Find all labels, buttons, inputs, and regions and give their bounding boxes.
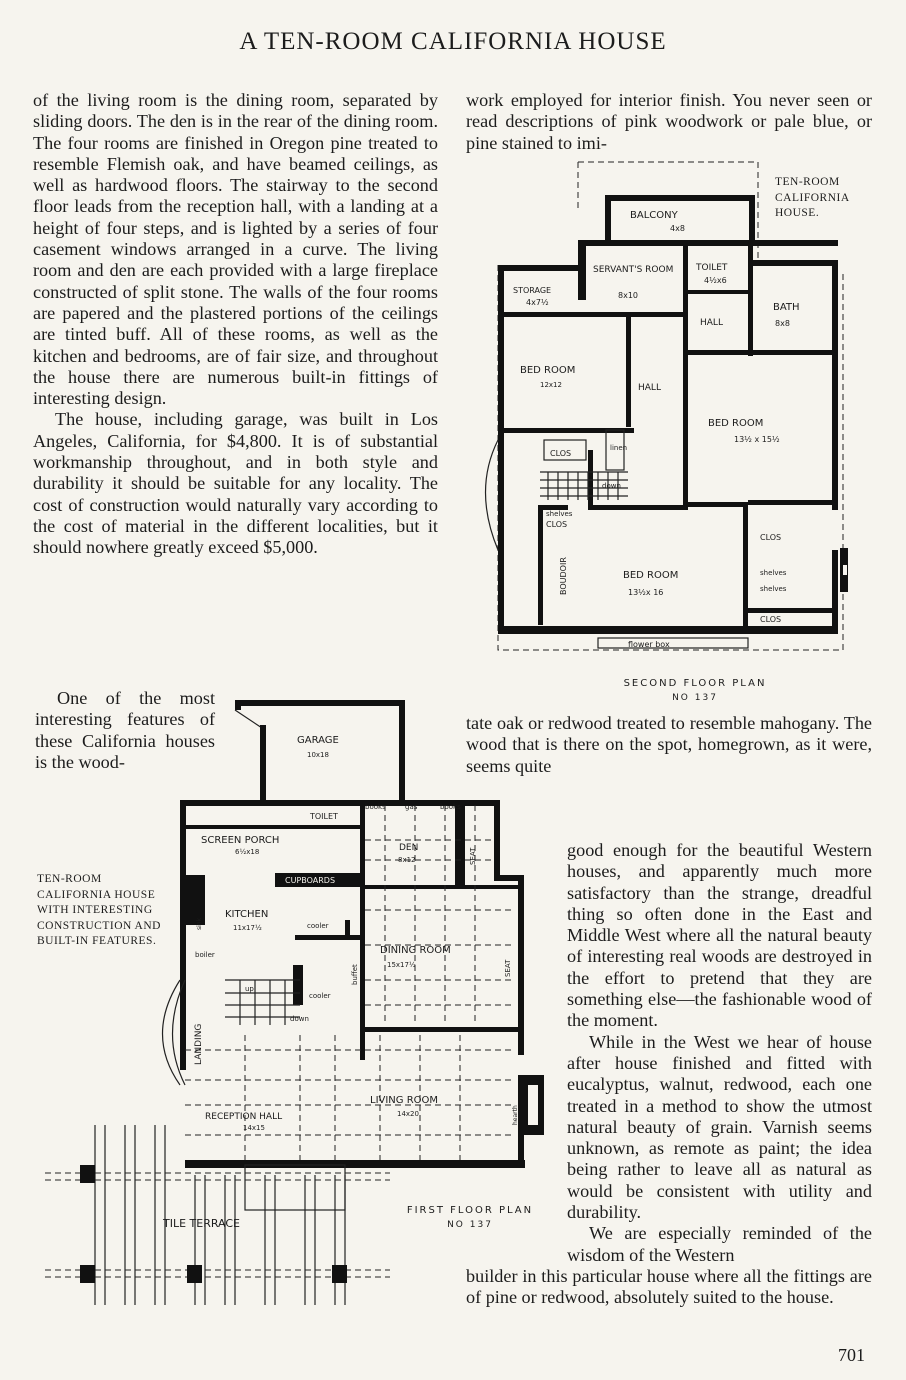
second-floor-plan bbox=[478, 150, 848, 670]
living-room-size: 14x20 bbox=[397, 1110, 419, 1118]
linen-label: linen bbox=[610, 444, 628, 452]
bed-room-2-size: 13½ x 15½ bbox=[734, 435, 780, 444]
bed-room-2-label: BED ROOM bbox=[708, 418, 764, 429]
servants-room-label: SERVANT'S ROOM bbox=[593, 265, 674, 275]
paragraph: While in the West we hear of house after house finished and fitted with eucalyptus, walnut, redwood, each one treated in a method to show the utmost natural beauty of grain. Varnish seems unknown, as remote as paint; the idea being rather to leave all as natural as would be consistent with utility and durability. bbox=[567, 1031, 872, 1223]
den-size: 8x12 bbox=[398, 856, 416, 864]
paragraph: good enough for the beautiful Western houses, and apparently much more satisfactory than the strange, dreadful thing so often done in the East and Middle West where all the natural beauty of interesting real woods are destroyed in the effort to pretend that they are something else—the fashionable wood of the moment. bbox=[567, 840, 872, 1031]
kitchen-size: 11x17½ bbox=[233, 924, 262, 932]
den-label: DEN bbox=[399, 843, 419, 853]
bed-room-3-size: 13½x 16 bbox=[628, 588, 664, 597]
plan-number: NO 137 bbox=[447, 1220, 493, 1230]
clos-1-label: CLOS bbox=[550, 449, 572, 458]
boudoir-label: BOUDOIR bbox=[559, 557, 568, 595]
paragraph-text: tate oak or redwood treated to resemble mahogany. The wood that is there on the spot, homegrown, as it were, seems quite bbox=[466, 713, 872, 776]
down-label: down bbox=[602, 482, 621, 490]
boiler-label: boiler bbox=[195, 951, 215, 959]
books-2-label: books bbox=[440, 803, 461, 811]
reception-hall-size: 14x15 bbox=[243, 1124, 265, 1132]
toilet-label: TOILET bbox=[696, 263, 728, 273]
second-floor-plan-title bbox=[560, 678, 830, 703]
screen-porch-size: 6½x18 bbox=[235, 848, 260, 856]
shelves-1-label: shelves bbox=[546, 510, 573, 518]
flower-box-label: flower box bbox=[628, 640, 670, 649]
left-column-text bbox=[33, 90, 438, 559]
landing-label: LANDING bbox=[194, 1023, 204, 1065]
paragraph bbox=[466, 90, 872, 154]
plan-title-text: SECOND FLOOR PLAN bbox=[623, 678, 767, 689]
buffet-label: buffet bbox=[351, 964, 359, 985]
paragraph: The house, including garage, was built in Los Angeles, California, for $4,800. It is of substantial workmanship throughout, and in both style and durability it should be suitable for any locality. The cost of construction would naturally vary according to the cost of material in the different localities, but it should nowhere greatly exceed $5,000. bbox=[33, 409, 438, 558]
bed-room-1-label: BED ROOM bbox=[520, 365, 576, 376]
first-floor-plan-title bbox=[370, 1205, 570, 1230]
bed-room-1-size: 12x12 bbox=[540, 381, 562, 389]
bath-size: 8x8 bbox=[775, 319, 790, 328]
balcony-label: BALCONY bbox=[630, 210, 678, 221]
kitchen-label: KITCHEN bbox=[225, 909, 269, 920]
storage-size: 4x7½ bbox=[526, 298, 549, 307]
screen-porch-label: SCREEN PORCH bbox=[201, 835, 280, 846]
shelves-3-label: shelves bbox=[760, 585, 787, 593]
dining-room-label: DINING ROOM bbox=[380, 945, 451, 956]
hall-2-label: HALL bbox=[638, 383, 661, 393]
tile-terrace-label: TILE TERRACE bbox=[163, 1217, 241, 1230]
seat-1-label: SEAT bbox=[469, 847, 477, 865]
living-room-label: LIVING ROOM bbox=[370, 1095, 439, 1106]
toilet-label: TOILET bbox=[310, 812, 338, 821]
paragraph-text: One of the most interesting features of these California houses is the wood- bbox=[35, 688, 215, 772]
dining-room-size: 15x17½ bbox=[387, 961, 416, 969]
cooler-2-label: cooler bbox=[309, 992, 331, 1000]
bed-room-3-label: BED ROOM bbox=[623, 570, 679, 581]
cooler-1-label: cooler bbox=[307, 922, 329, 930]
clos-4-label: CLOS bbox=[760, 615, 782, 624]
balcony-size: 4x8 bbox=[670, 224, 685, 233]
books-1-label: books bbox=[365, 803, 386, 811]
clos-2-label: CLOS bbox=[546, 520, 568, 529]
page-title: A TEN-ROOM CALIFORNIA HOUSE bbox=[239, 28, 667, 55]
shelves-2-label: shelves bbox=[760, 569, 787, 577]
hall-label: HALL bbox=[700, 318, 723, 328]
bath-label: BATH bbox=[773, 302, 800, 313]
seat-2-label: SEAT bbox=[504, 959, 512, 977]
right-wrap-text bbox=[567, 840, 872, 1266]
paragraph-text: builder in this particular house where all the fittings are of pine or redwood, absolutely suited to the house. bbox=[466, 1266, 872, 1308]
toilet-size: 4½x6 bbox=[704, 276, 727, 285]
page-number: 701 bbox=[838, 1345, 865, 1365]
storage-label: STORAGE bbox=[513, 286, 552, 295]
up-label: up bbox=[245, 985, 254, 993]
first-floor-plan bbox=[35, 695, 550, 1325]
hearth-label: hearth bbox=[512, 1105, 519, 1125]
garage-size: 10x18 bbox=[307, 751, 329, 759]
first-floor-caption: TEN-ROOM CALIFORNIA HOUSE WITH INTERESTING CONSTRUCTION AND BUILT-IN FEATURES. bbox=[37, 873, 161, 947]
cupboards-label: CUPBOARDS bbox=[285, 876, 336, 885]
plan-title-text: FIRST FLOOR PLAN bbox=[406, 1205, 534, 1216]
garage-label: GARAGE bbox=[297, 735, 339, 746]
paragraph-text: work employed for interior finish. You never seen or read descriptions of pink woodwork or pale blue, or pine stained to imi- bbox=[466, 90, 872, 153]
servants-room-size: 8x10 bbox=[618, 291, 639, 300]
reception-hall-label: RECEPTION HALL bbox=[205, 1112, 283, 1122]
paragraph: We are especially reminded of the wisdom of the Western bbox=[567, 1223, 872, 1265]
clos-3-label: CLOS bbox=[760, 533, 782, 542]
gas-label: gas bbox=[405, 803, 418, 811]
sink-label: sink bbox=[196, 917, 203, 930]
paragraph: of the living room is the dining room, separated by sliding doors. The den is in the rear of the dining room. The four rooms are finished in Oregon pine treated to resemble Flemish oak, and have beamed ceilings, as well as hardwood floors. The stairway to the second floor leads from the reception hall, with a landing at a height of four steps, and is lighted by a series of four casement windows arranged in a curve. The living room and den are each provided with a large fireplace constructed of split stone. The walls of the four rooms are papered and the plastered portions of the ceilings are tinted buff. All of these rooms, as well as the kitchen and bedrooms, are of fair size, and throughout the house there are numerous built-in fittings of interesting design. bbox=[33, 90, 438, 409]
plan-number: NO 137 bbox=[672, 693, 718, 703]
second-floor-caption: TEN-ROOM CALIFORNIA HOUSE. bbox=[775, 176, 850, 219]
down-label: down bbox=[290, 1015, 309, 1023]
